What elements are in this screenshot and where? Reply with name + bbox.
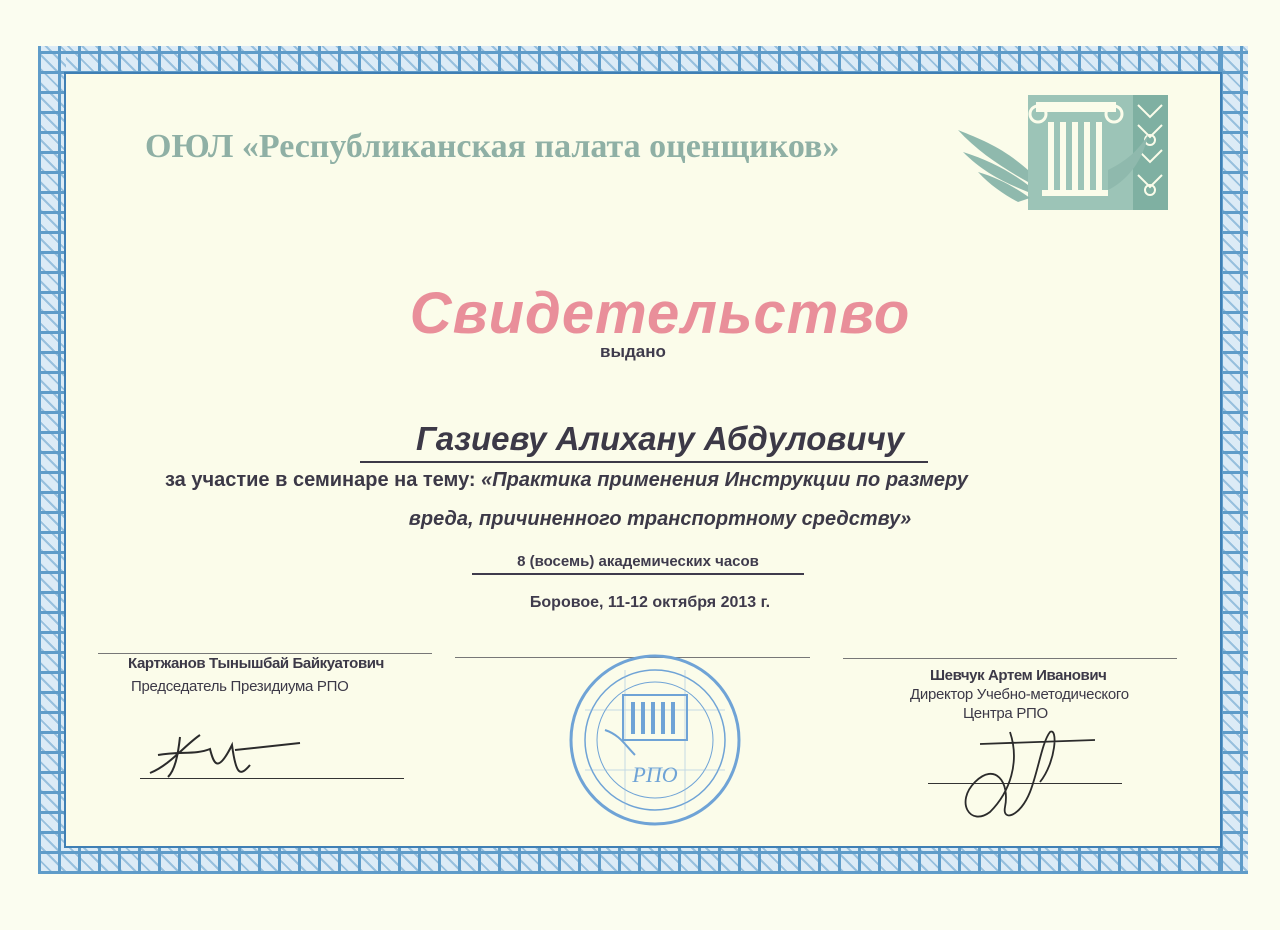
recipient-underline — [360, 461, 928, 463]
left-signature-icon — [140, 725, 310, 785]
topic-title-part-1: «Практика применения Инструкции по размеру — [481, 469, 968, 491]
decorative-border-bottom — [38, 846, 1248, 874]
right-signature-icon — [950, 722, 1100, 827]
stamp-icon — [565, 650, 745, 830]
left-signatory-role: Председатель Президиума РПО — [131, 678, 349, 695]
topic-intro: за участие в семинаре на тему: — [165, 469, 482, 491]
right-signatory-role-line-2: Центра РПО — [963, 705, 1048, 722]
decorative-border-right — [1220, 46, 1248, 874]
decorative-border-left — [38, 46, 66, 874]
left-signatory-name: Картжанов Тынышбай Байкуатович — [128, 655, 384, 672]
topic-line-1 — [165, 469, 1185, 492]
issued-label: выдано — [600, 342, 666, 361]
divider-left — [98, 653, 432, 654]
recipient-name: Газиеву Алихану Абдуловичу — [415, 420, 905, 457]
column-logo-icon — [958, 90, 1173, 210]
hours-underline — [472, 573, 804, 575]
organization-name: ОЮЛ «Республиканская палата оценщиков» — [145, 128, 840, 165]
certificate-title: Свидетельство — [409, 281, 911, 346]
right-signatory-role-line-1: Директор Учебно-методического — [910, 686, 1129, 703]
decorative-border-top — [38, 46, 1248, 74]
stamp-text: РПО — [632, 762, 678, 787]
academic-hours: 8 (восемь) академических часов — [517, 553, 759, 570]
divider-right — [843, 658, 1177, 659]
place-date: Боровое, 11-12 октября 2013 г. — [529, 594, 771, 611]
right-signatory-name: Шевчук Артем Иванович — [930, 667, 1107, 684]
topic-title-part-2: вреда, причиненного транспортному средству» — [408, 508, 912, 530]
